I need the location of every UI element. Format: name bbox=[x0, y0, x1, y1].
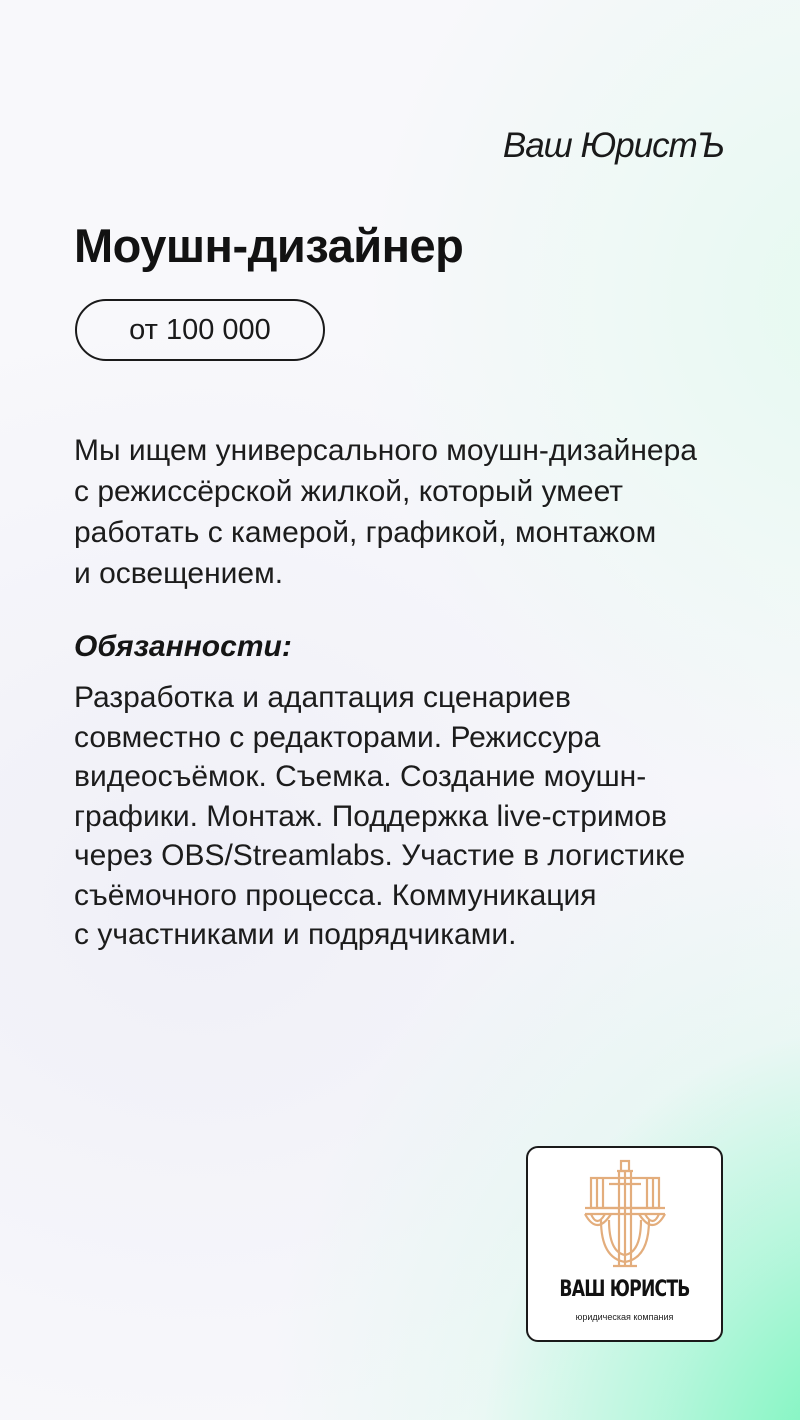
brand-wordmark: Ваш ЮристЪ bbox=[502, 126, 724, 165]
intro-line: и освещением. bbox=[74, 557, 284, 590]
duties-line: видеосъёмок. Съемка. Создание моушн- bbox=[74, 760, 647, 793]
company-logo-subtitle: юридическая компания bbox=[575, 1312, 674, 1322]
salary-badge bbox=[75, 299, 325, 361]
duties-line: совместно с редакторами. Режиссура bbox=[74, 720, 601, 754]
duties-text bbox=[74, 678, 774, 955]
courthouse-scales-emblem-icon bbox=[583, 1158, 667, 1270]
intro-line: Мы ищем универсального моушн-дизайнера bbox=[74, 434, 697, 467]
company-logo-card bbox=[526, 1146, 723, 1342]
duties-line: с участниками и подрядчиками. bbox=[74, 918, 517, 951]
intro-line: работать с камерой, графикой, монтажом bbox=[74, 516, 657, 549]
vacancy-title: Моушн-дизайнер bbox=[74, 219, 464, 272]
duties-line: через OBS/Streamlabs. Участие в логистике bbox=[74, 839, 686, 872]
vacancy-intro bbox=[74, 430, 774, 594]
company-logo-name: ВАШ ЮРИСТЬ bbox=[559, 1277, 690, 1302]
duties-line: съёмочного процесса. Коммуникация bbox=[74, 878, 597, 912]
duties-line: Разработка и адаптация сценариев bbox=[74, 681, 571, 714]
salary-text: от 100 000 bbox=[129, 313, 271, 346]
duties-heading: Обязанности: bbox=[74, 630, 292, 663]
duties-line: графики. Монтаж. Поддержка live-стримов bbox=[74, 799, 667, 833]
intro-line: с режиссёрской жилкой, который умеет bbox=[74, 475, 624, 508]
